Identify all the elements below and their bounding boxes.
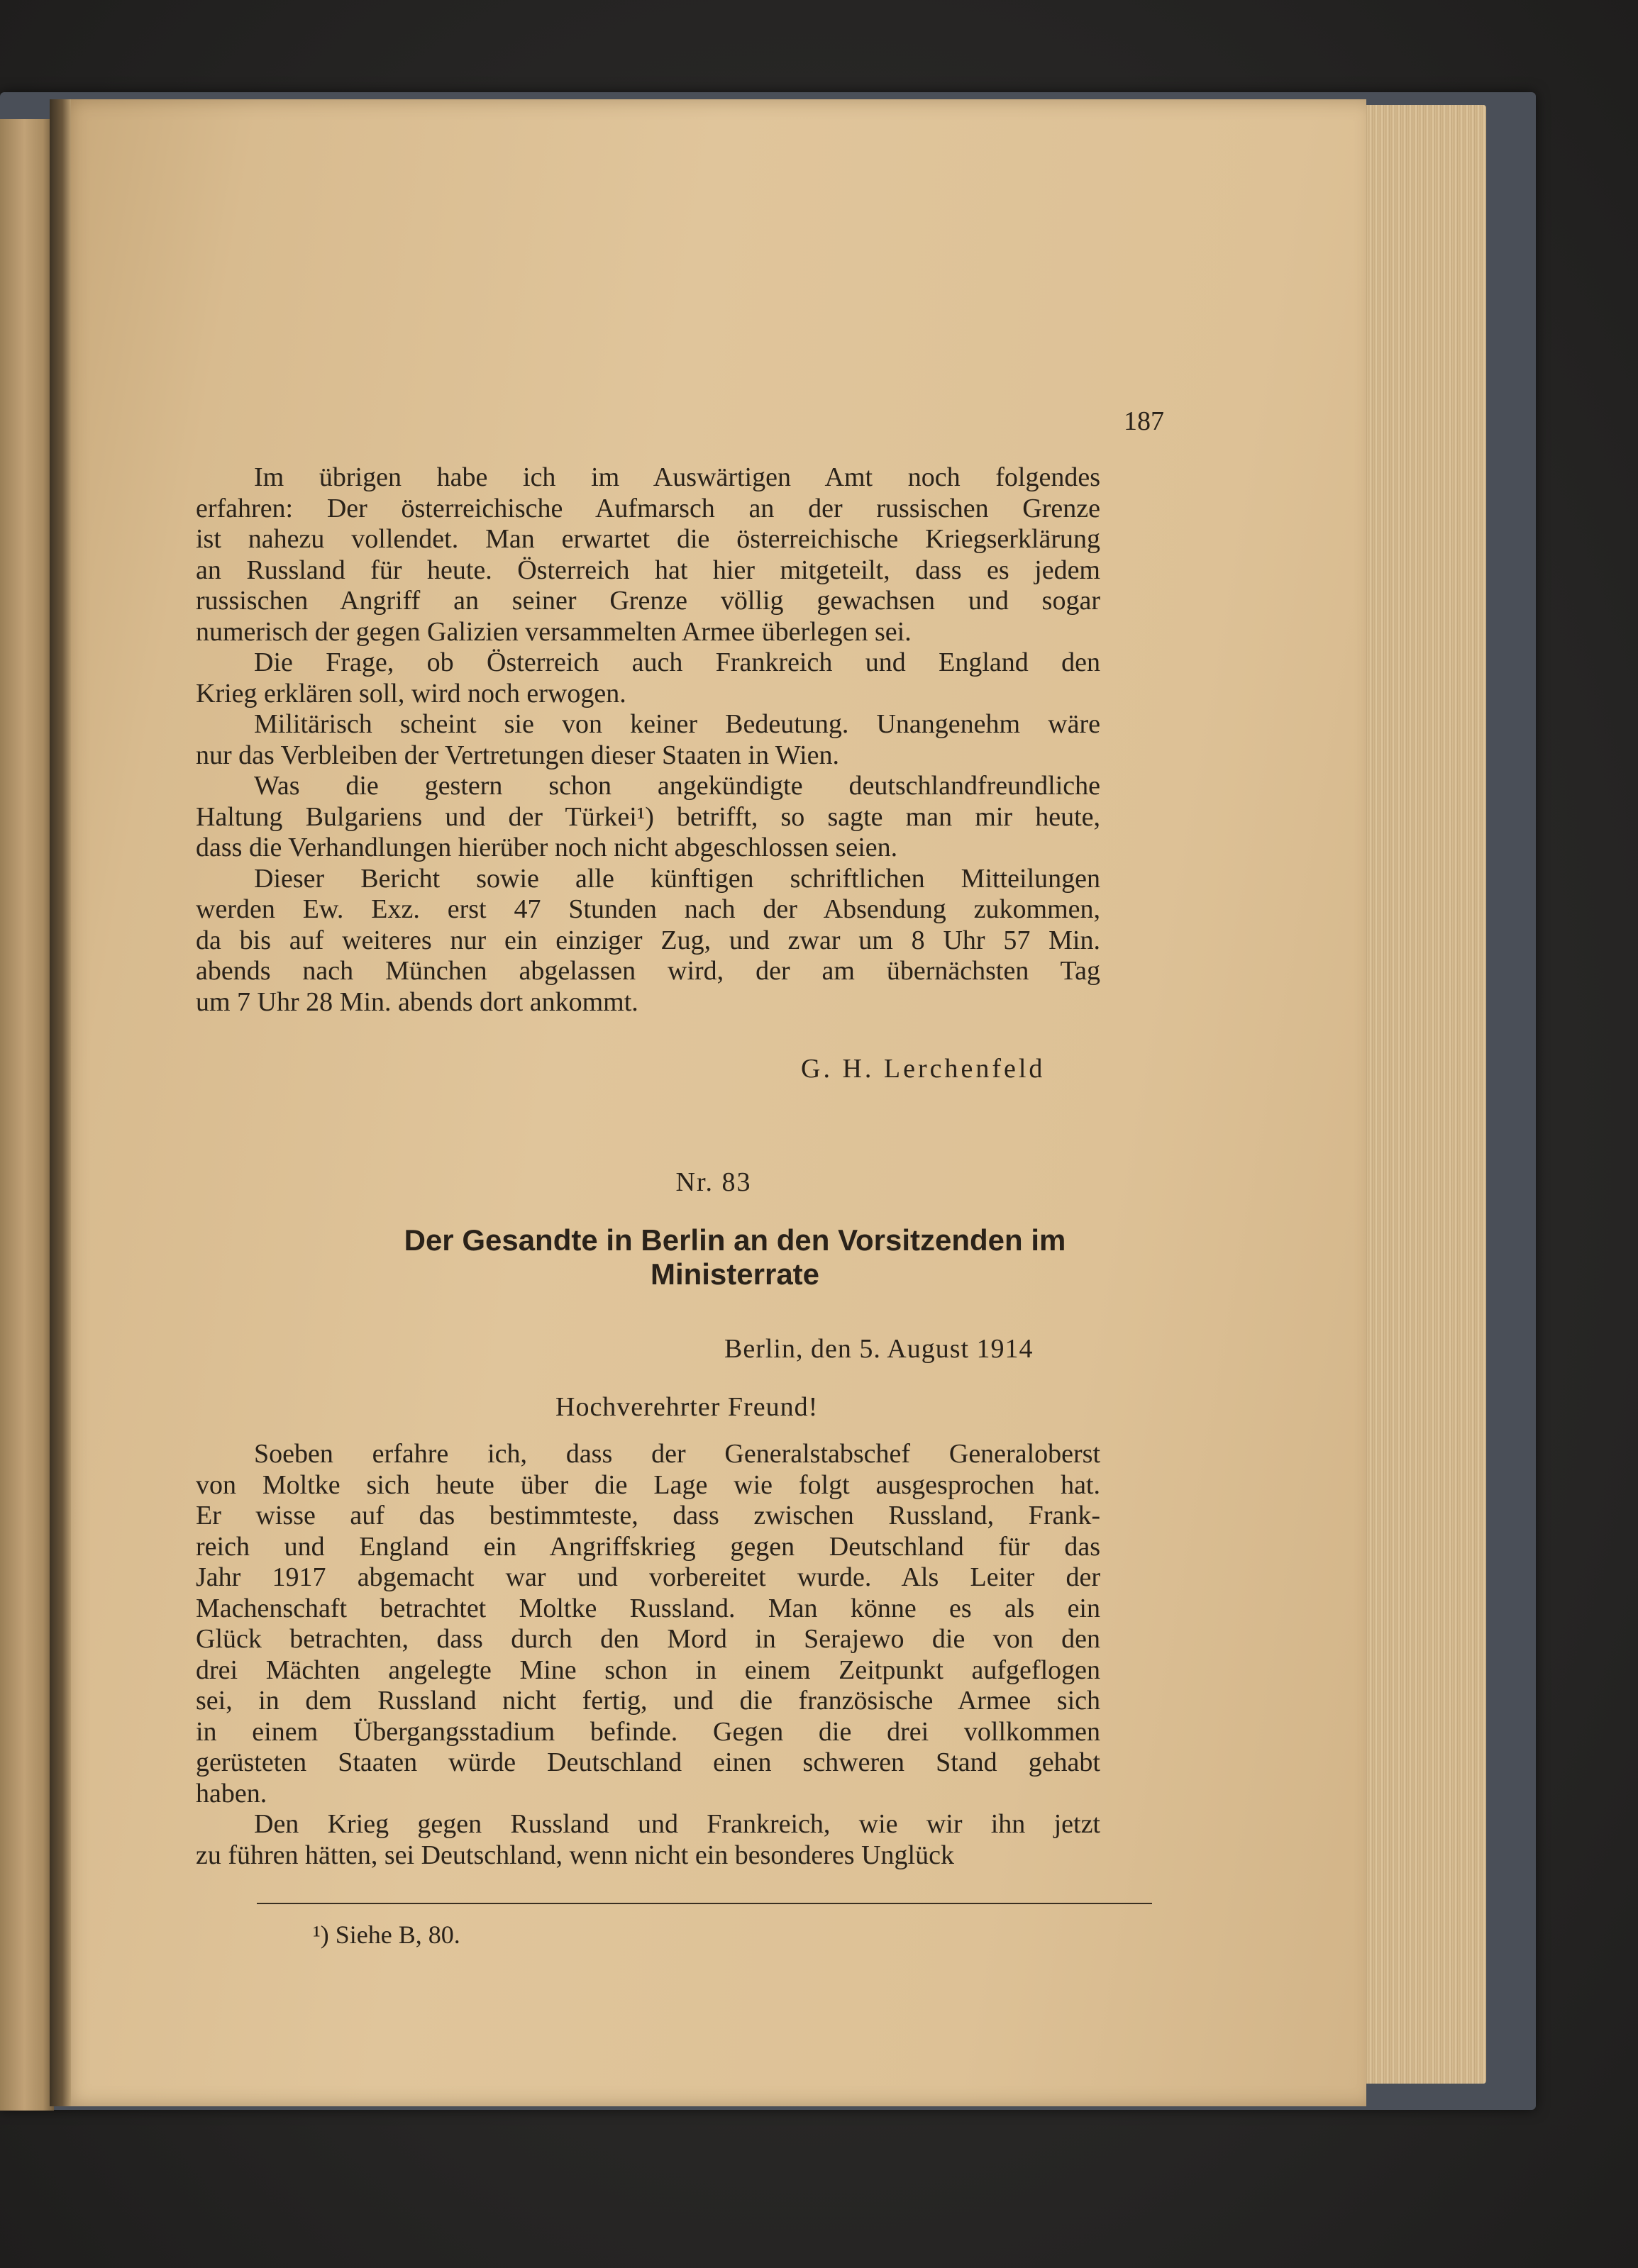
text-line: dass die Verhandlungen hierüber noch nicht abgeschlossen seien.: [196, 833, 898, 862]
text-line: Den Krieg gegen Russland und Frankreich, wie wir ihn jetzt: [254, 1809, 1100, 1839]
text-line: in einem Übergangsstadium befinde. Gegen die drei vollkommen: [196, 1716, 1100, 1747]
footnote-rule: [257, 1903, 1152, 1904]
text-line: Glück betrachten, dass durch den Mord in Serajewo die von den: [196, 1624, 1100, 1654]
document-title: [274, 1223, 1196, 1291]
text-line: Militärisch scheint sie von keiner Bedeutung. Unangenehm wäre: [254, 709, 1100, 739]
text-line: um 7 Uhr 28 Min. abends dort ankommt.: [196, 986, 638, 1017]
report-body: [196, 462, 1100, 1018]
salutation: Hochverehrter Freund!: [555, 1392, 819, 1422]
text-line: numerisch der gegen Galizien versammelten Armee überlegen sei.: [196, 616, 912, 647]
signature: G. H. Lerchenfeld: [801, 1054, 1046, 1084]
left-page-edge: [0, 119, 54, 2111]
text-line: Krieg erklären soll, wird noch erwogen.: [196, 678, 626, 708]
text-line: Was die gestern schon angekündigte deutschlandfreundliche: [254, 771, 1100, 801]
text-line: Jahr 1917 abgemacht war und vorbereitet wurde. Als Leiter der: [196, 1562, 1100, 1592]
text-line: ist nahezu vollendet. Man erwartet die österreichische Kriegserklärung: [196, 524, 1100, 554]
text-line: Im übrigen habe ich im Auswärtigen Amt noch folgendes: [254, 462, 1100, 492]
text-line: drei Mächten angelegte Mine schon in einem Zeitpunkt aufgeflogen: [196, 1655, 1100, 1685]
letter-body: [196, 1439, 1100, 1871]
text-line: Soeben erfahre ich, dass der Generalstabschef Generaloberst: [254, 1439, 1100, 1469]
dateline: Berlin, den 5. August 1914: [724, 1334, 1034, 1364]
book-gutter: [50, 99, 71, 2106]
text-line: abends nach München abgelassen wird, der am übernächsten Tag: [196, 956, 1100, 986]
text-line: sei, in dem Russland nicht fertig, und die französische Armee sich: [196, 1686, 1100, 1716]
text-line: Er wisse auf das bestimmteste, dass zwischen Russland, Frank-: [196, 1501, 1100, 1530]
document-number: Nr. 83: [675, 1167, 752, 1197]
text-line: gerüsteten Staaten würde Deutschland einen schweren Stand gehabt: [196, 1747, 1100, 1777]
text-line: Dieser Bericht sowie alle künftigen schriftlichen Mitteilungen: [254, 863, 1100, 894]
text-line: reich und England ein Angriffskrieg gegen Deutschland für das: [196, 1531, 1100, 1562]
text-line: von Moltke sich heute über die Lage wie folgt ausgesprochen hat.: [196, 1469, 1100, 1500]
text-line: an Russland für heute. Österreich hat hier mitgeteilt, dass es jedem: [196, 555, 1100, 585]
text-line: werden Ew. Exz. erst 47 Stunden nach der Absendung zukommen,: [196, 894, 1100, 924]
document-title-line-2: Ministerrate: [650, 1257, 820, 1291]
text-line: zu führen hätten, sei Deutschland, wenn nicht ein besonderes Unglück: [196, 1840, 954, 1870]
text-line: nur das Verbleiben der Vertretungen dieser Staaten in Wien.: [196, 740, 840, 770]
page-number: 187: [1124, 406, 1164, 436]
text-line: erfahren: Der österreichische Aufmarsch an der russischen Grenze: [196, 493, 1100, 523]
footnote: ¹) Siehe B, 80.: [313, 1920, 460, 1949]
text-line: Haltung Bulgariens und der Türkei¹) betrifft, so sagte man mir heute,: [196, 801, 1100, 832]
text-line: Machenschaft betrachtet Moltke Russland. Man könne es als ein: [196, 1593, 1100, 1623]
text-line: da bis auf weiteres nur ein einziger Zug, und zwar um 8 Uhr 57 Min.: [196, 925, 1100, 955]
text-line: russischen Angriff an seiner Grenze völlig gewachsen und sogar: [196, 586, 1100, 616]
document-title-line-1: Der Gesandte in Berlin an den Vorsitzenden im: [404, 1223, 1066, 1257]
text-line: Die Frage, ob Österreich auch Frankreich und England den: [254, 647, 1100, 677]
book-page: [61, 99, 1366, 2106]
text-line: haben.: [196, 1778, 267, 1808]
